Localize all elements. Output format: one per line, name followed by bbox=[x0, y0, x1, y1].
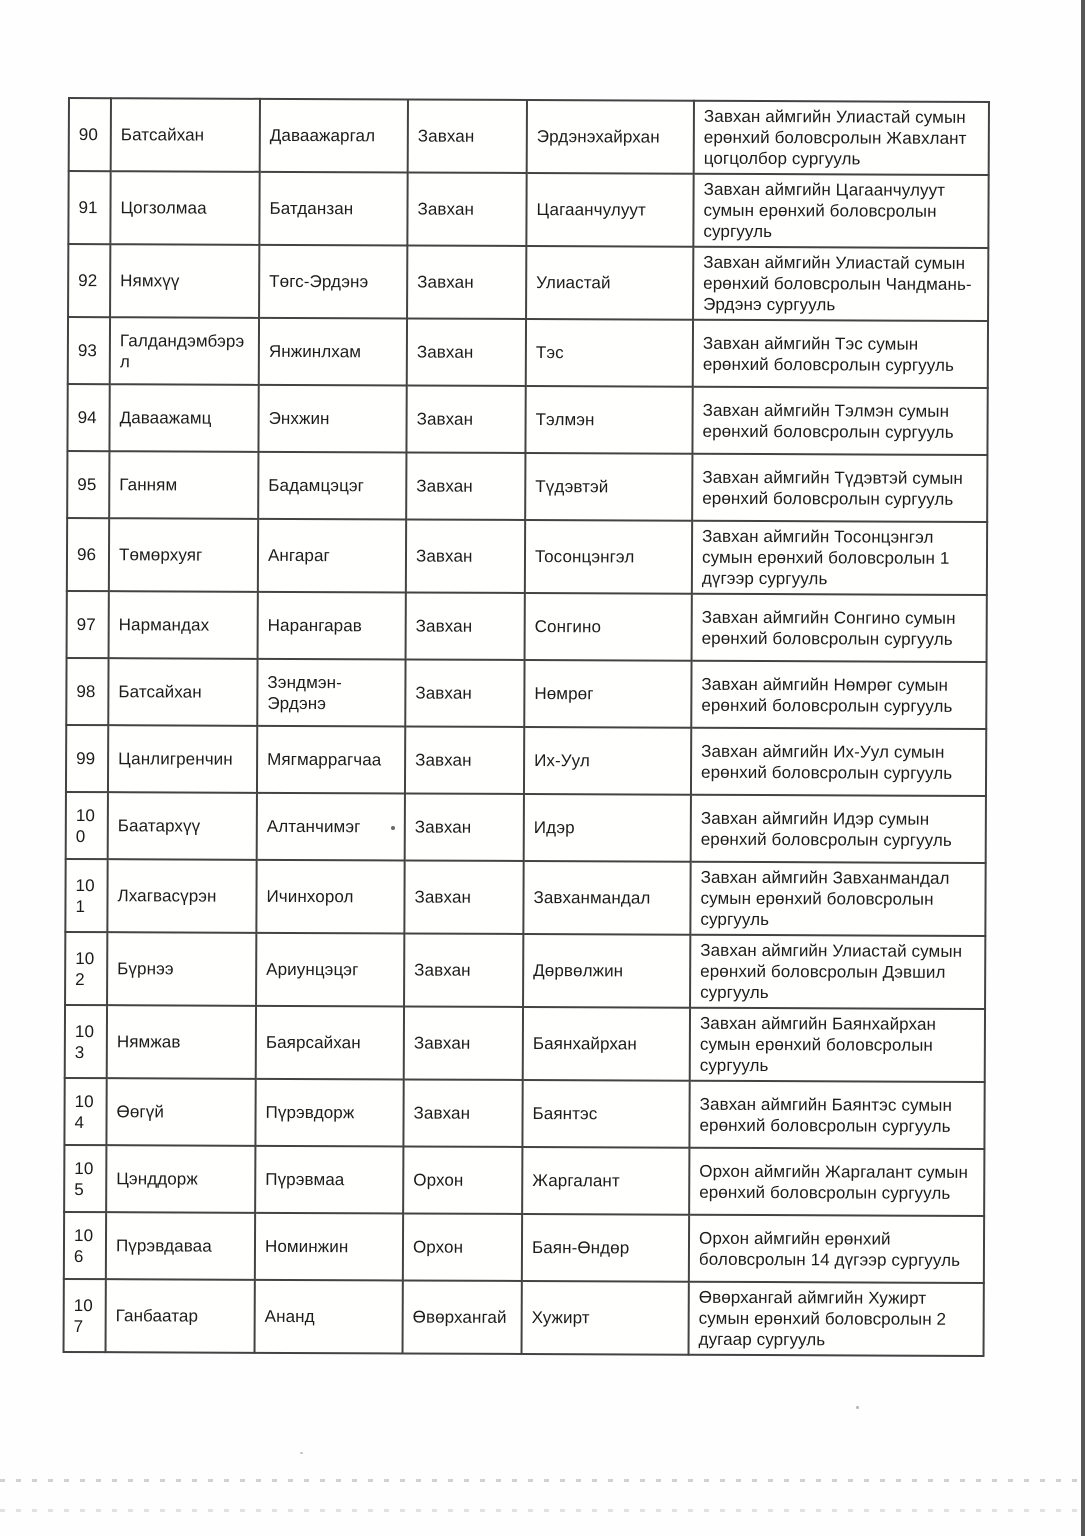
cell-sum: Тэлмэн bbox=[525, 386, 692, 454]
participants-table bbox=[63, 97, 990, 1357]
cell-aimag: Завхан bbox=[403, 1079, 522, 1147]
cell-aimag: Завхан bbox=[405, 659, 524, 727]
cell-aimag: Завхан bbox=[406, 519, 525, 593]
scan-speck bbox=[391, 826, 395, 830]
cell-row-number: 105 bbox=[64, 1145, 106, 1212]
cell-school-name: Завхан аймгийн Идэр сумын ерөнхий боловсролын сургууль bbox=[691, 795, 986, 863]
cell-row-number: 99 bbox=[66, 725, 108, 792]
cell-surname: Цэнддорж bbox=[106, 1145, 255, 1213]
cell-given-name: Баярсайхан bbox=[256, 1006, 404, 1080]
cell-row-number: 94 bbox=[67, 384, 109, 451]
cell-row-number: 92 bbox=[68, 244, 110, 317]
cell-row-number: 107 bbox=[64, 1279, 106, 1352]
cell-given-name: Номинжин bbox=[255, 1213, 403, 1281]
cell-aimag: Завхан bbox=[407, 318, 526, 386]
table-row bbox=[68, 244, 988, 321]
cell-given-name: Ариунцэцэг bbox=[256, 933, 404, 1007]
cell-sum: Идэр bbox=[524, 794, 691, 862]
cell-surname: Галдандэмбэрэл bbox=[110, 317, 259, 385]
cell-school-name: Завхан аймгийн Баянтэс сумын ерөнхий боловсролын сургууль bbox=[689, 1081, 984, 1149]
cell-aimag: Завхан bbox=[406, 592, 525, 660]
cell-given-name: Ангараг bbox=[258, 519, 406, 593]
cell-given-name: Алтанчимэг bbox=[257, 793, 405, 861]
cell-school-name: Завхан аймгийн Улиастай сумын ерөнхий боловсролын Чандмань-Эрдэнэ сургууль bbox=[693, 247, 988, 321]
cell-sum: Нөмрөг bbox=[524, 660, 691, 728]
cell-sum: Их-Уул bbox=[524, 727, 691, 795]
cell-given-name: Нарангарав bbox=[258, 592, 406, 660]
cell-aimag: Орхон bbox=[403, 1213, 522, 1281]
cell-row-number: 96 bbox=[67, 518, 109, 591]
table-row bbox=[68, 171, 988, 248]
cell-school-name: Өвөрхангай аймгийн Хужирт сумын ерөнхий боловсролын 2 дугаар сургууль bbox=[689, 1282, 984, 1356]
cell-given-name: Бадамцэцэг bbox=[258, 452, 406, 520]
cell-surname: Батсайхан bbox=[108, 658, 257, 726]
cell-school-name: Завхан аймгийн Улиастай сумын ерөнхий боловсролын Дэвшил сургууль bbox=[690, 935, 985, 1009]
scan-edge-artifact bbox=[1081, 0, 1085, 1536]
cell-aimag: Завхан bbox=[404, 860, 523, 934]
cell-aimag: Завхан bbox=[408, 99, 527, 173]
cell-school-name: Завхан аймгийн Тэс сумын ерөнхий боловсролын сургууль bbox=[693, 320, 988, 388]
cell-given-name: Пүрэвдорж bbox=[255, 1079, 403, 1147]
cell-surname: Батсайхан bbox=[111, 98, 260, 172]
scan-speck bbox=[300, 1452, 303, 1454]
cell-row-number: 93 bbox=[68, 317, 110, 384]
table-row bbox=[65, 932, 985, 1009]
cell-given-name: Янжинлхам bbox=[259, 318, 407, 386]
cell-sum: Тэс bbox=[526, 319, 693, 387]
cell-row-number: 90 bbox=[69, 98, 111, 171]
table-region bbox=[63, 97, 988, 1357]
cell-given-name: Төгс-Эрдэнэ bbox=[259, 245, 407, 319]
cell-surname: Ганбаатар bbox=[106, 1279, 255, 1353]
cell-row-number: 102 bbox=[65, 932, 107, 1005]
table-row bbox=[65, 859, 985, 936]
cell-row-number: 103 bbox=[65, 1005, 107, 1078]
table-row bbox=[69, 98, 989, 175]
cell-school-name: Завхан аймгийн Сонгино сумын ерөнхий боловсролын сургууль bbox=[692, 594, 987, 662]
cell-row-number: 101 bbox=[65, 859, 107, 932]
cell-given-name: Ананд bbox=[255, 1280, 403, 1354]
cell-school-name: Завхан аймгийн Баянхайрхан сумын ерөнхий боловсролын сургууль bbox=[690, 1008, 985, 1082]
table-row bbox=[67, 591, 987, 662]
cell-school-name: Завхан аймгийн Түдэвтэй сумын ерөнхий боловсролын сургууль bbox=[692, 454, 987, 522]
scan-speck bbox=[856, 1406, 859, 1409]
cell-surname: Нямхүү bbox=[110, 244, 259, 318]
cell-sum: Эрдэнэхайрхан bbox=[527, 100, 694, 174]
cell-school-name: Орхон аймгийн Жаргалант сумын ерөнхий боловсролын сургууль bbox=[689, 1148, 984, 1216]
cell-aimag: Орхон bbox=[403, 1146, 522, 1214]
cell-aimag: Завхан bbox=[406, 452, 525, 520]
cell-row-number: 98 bbox=[66, 658, 108, 725]
cell-surname: Төмөрхуяг bbox=[109, 518, 258, 592]
cell-school-name: Завхан аймгийн Тосонцэнгэл сумын ерөнхий боловсролын 1 дүгээр сургууль bbox=[692, 521, 987, 595]
cell-aimag: Өвөрхангай bbox=[403, 1280, 522, 1354]
table-row bbox=[64, 1145, 984, 1216]
cell-school-name: Завхан аймгийн Их-Уул сумын ерөнхий боловсролын сургууль bbox=[691, 728, 986, 796]
table-row bbox=[65, 1005, 985, 1082]
cell-surname: Баатархүү bbox=[108, 792, 257, 860]
cell-sum: Цагаанчулуут bbox=[526, 173, 693, 247]
cell-given-name: Ичинхорол bbox=[256, 860, 404, 934]
cell-given-name: Энхжин bbox=[258, 385, 406, 453]
table-row bbox=[67, 518, 987, 595]
cell-row-number: 100 bbox=[66, 792, 108, 859]
cell-school-name: Завхан аймгийн Улиастай сумын ерөнхий боловсролын Жавхлант цогцолбор сургууль bbox=[694, 101, 989, 175]
cell-surname: Даваажамц bbox=[109, 384, 258, 452]
cell-sum: Завханмандал bbox=[523, 861, 690, 935]
cell-surname: Бүрнээ bbox=[107, 932, 256, 1006]
cell-sum: Түдэвтэй bbox=[525, 453, 692, 521]
cell-sum: Хужирт bbox=[522, 1281, 689, 1355]
table-row bbox=[66, 658, 986, 729]
table-row bbox=[68, 317, 988, 388]
cell-aimag: Завхан bbox=[406, 385, 525, 453]
cell-sum: Баян-Өндөр bbox=[522, 1214, 689, 1282]
cell-surname: Нармандах bbox=[109, 591, 258, 659]
table-row bbox=[64, 1279, 984, 1356]
table-row bbox=[64, 1078, 984, 1149]
cell-surname: Ганням bbox=[109, 451, 258, 519]
cell-school-name: Орхон аймгийн ерөнхий боловсролын 14 дүгээр сургууль bbox=[689, 1215, 984, 1283]
cell-given-name: Даваажаргал bbox=[260, 99, 408, 173]
cell-given-name: Зэндмэн-Эрдэнэ bbox=[257, 659, 405, 727]
cell-surname: Лхагвасүрэн bbox=[107, 859, 256, 933]
table-row bbox=[64, 1212, 984, 1283]
cell-given-name: Мягмаррагчаа bbox=[257, 726, 405, 794]
cell-sum: Баянтэс bbox=[522, 1080, 689, 1148]
cell-sum: Тосонцэнгэл bbox=[525, 520, 692, 594]
cell-school-name: Завхан аймгийн Нөмрөг сумын ерөнхий боловсролын сургууль bbox=[691, 661, 986, 729]
scan-noise-streak bbox=[0, 1479, 1087, 1482]
table-row bbox=[67, 384, 987, 455]
cell-row-number: 95 bbox=[67, 451, 109, 518]
cell-aimag: Завхан bbox=[405, 726, 524, 794]
cell-row-number: 104 bbox=[64, 1078, 106, 1145]
cell-surname: Пүрэвдаваа bbox=[106, 1212, 255, 1280]
cell-aimag: Завхан bbox=[405, 793, 524, 861]
cell-row-number: 106 bbox=[64, 1212, 106, 1279]
scan-noise-streak bbox=[0, 1509, 1087, 1512]
cell-aimag: Завхан bbox=[407, 245, 526, 319]
cell-sum: Сонгино bbox=[525, 593, 692, 661]
cell-aimag: Завхан bbox=[407, 172, 526, 246]
cell-aimag: Завхан bbox=[404, 1006, 523, 1080]
cell-given-name: Батданзан bbox=[259, 172, 407, 246]
cell-sum: Баянхайрхан bbox=[523, 1007, 690, 1081]
cell-row-number: 97 bbox=[67, 591, 109, 658]
cell-surname: Цанлигренчин bbox=[108, 725, 257, 793]
table-row bbox=[66, 725, 986, 796]
cell-school-name: Завхан аймгийн Цагаанчулуут сумын ерөнхий боловсролын сургууль bbox=[693, 174, 988, 248]
cell-school-name: Завхан аймгийн Тэлмэн сумын ерөнхий боловсролын сургууль bbox=[692, 387, 987, 455]
cell-school-name: Завхан аймгийн Завханмандал сумын ерөнхий боловсролын сургууль bbox=[690, 862, 985, 936]
cell-surname: Өөгүй bbox=[106, 1078, 255, 1146]
cell-surname: Цогзолмаа bbox=[110, 171, 259, 245]
table-row bbox=[67, 451, 987, 522]
cell-sum: Дөрвөлжин bbox=[523, 934, 690, 1008]
cell-aimag: Завхан bbox=[404, 933, 523, 1007]
table-row bbox=[66, 792, 986, 863]
cell-row-number: 91 bbox=[68, 171, 110, 244]
cell-surname: Нямжав bbox=[107, 1005, 256, 1079]
cell-sum: Улиастай bbox=[526, 246, 693, 320]
cell-sum: Жаргалант bbox=[522, 1147, 689, 1215]
cell-given-name: Пүрэвмаа bbox=[255, 1146, 403, 1214]
